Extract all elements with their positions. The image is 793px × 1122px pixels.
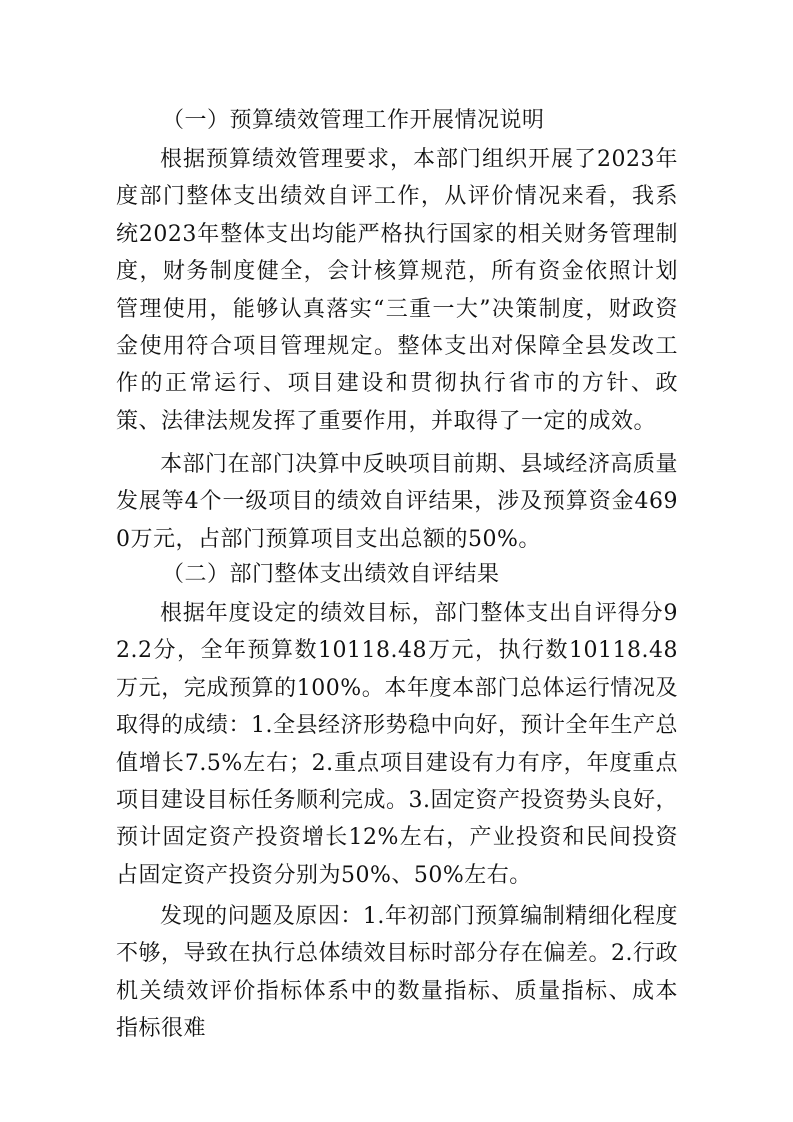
section-2-heading: （二）部门整体支出绩效自评结果 xyxy=(162,562,500,587)
section-1-paragraph-1: 根据预算绩效管理要求，本部门组织开展了2023年度部门整体支出绩效自评工作，从评价情况来看，我系统2023年整体支出均能严格执行国家的相关财务管理制度，财务制度健全，会计核算规范，所有资金依照计划管理使用，能够认真落实“三重一大”决策制度，财政资金使用符合项目管理规定。整体支出对保障全县发改工作的正常运行、项目建设和贯彻执行省市的方针、政策、法律法规发挥了重要作用，并取得了一定的成效。 xyxy=(116,147,678,434)
section-2-paragraph-1: 根据年度设定的绩效目标，部门整体支出自评得分92.2分，全年预算数10118.48万元，执行数10118.48万元，完成预算的100%。本年度本部门总体运行情况及取得的成绩：1.全县经济形势稳中向好，预计全年生产总值增长7.5%左右；2.重点项目建设有力有序，年度重点项目建设目标任务顺利完成。3.固定资产投资势头良好，预计固定资产投资增长12%左右，产业投资和民间投资占固定资产投资分别为50%、50%左右。 xyxy=(116,601,678,888)
section-2-paragraph-2: 发现的问题及原因：1.年初部门预算编制精细化程度不够，导致在执行总体绩效目标时部分存在偏差。2.行政机关绩效评价指标体系中的数量指标、质量指标、成本指标很难 xyxy=(116,904,678,1042)
section-1-paragraph-2: 本部门在部门决算中反映项目前期、县域经济高质量发展等4个一级项目的绩效自评结果，涉及预算资金4690万元，占部门预算项目支出总额的50%。 xyxy=(116,452,678,552)
section-1-heading: （一）预算绩效管理工作开展情况说明 xyxy=(162,108,545,133)
